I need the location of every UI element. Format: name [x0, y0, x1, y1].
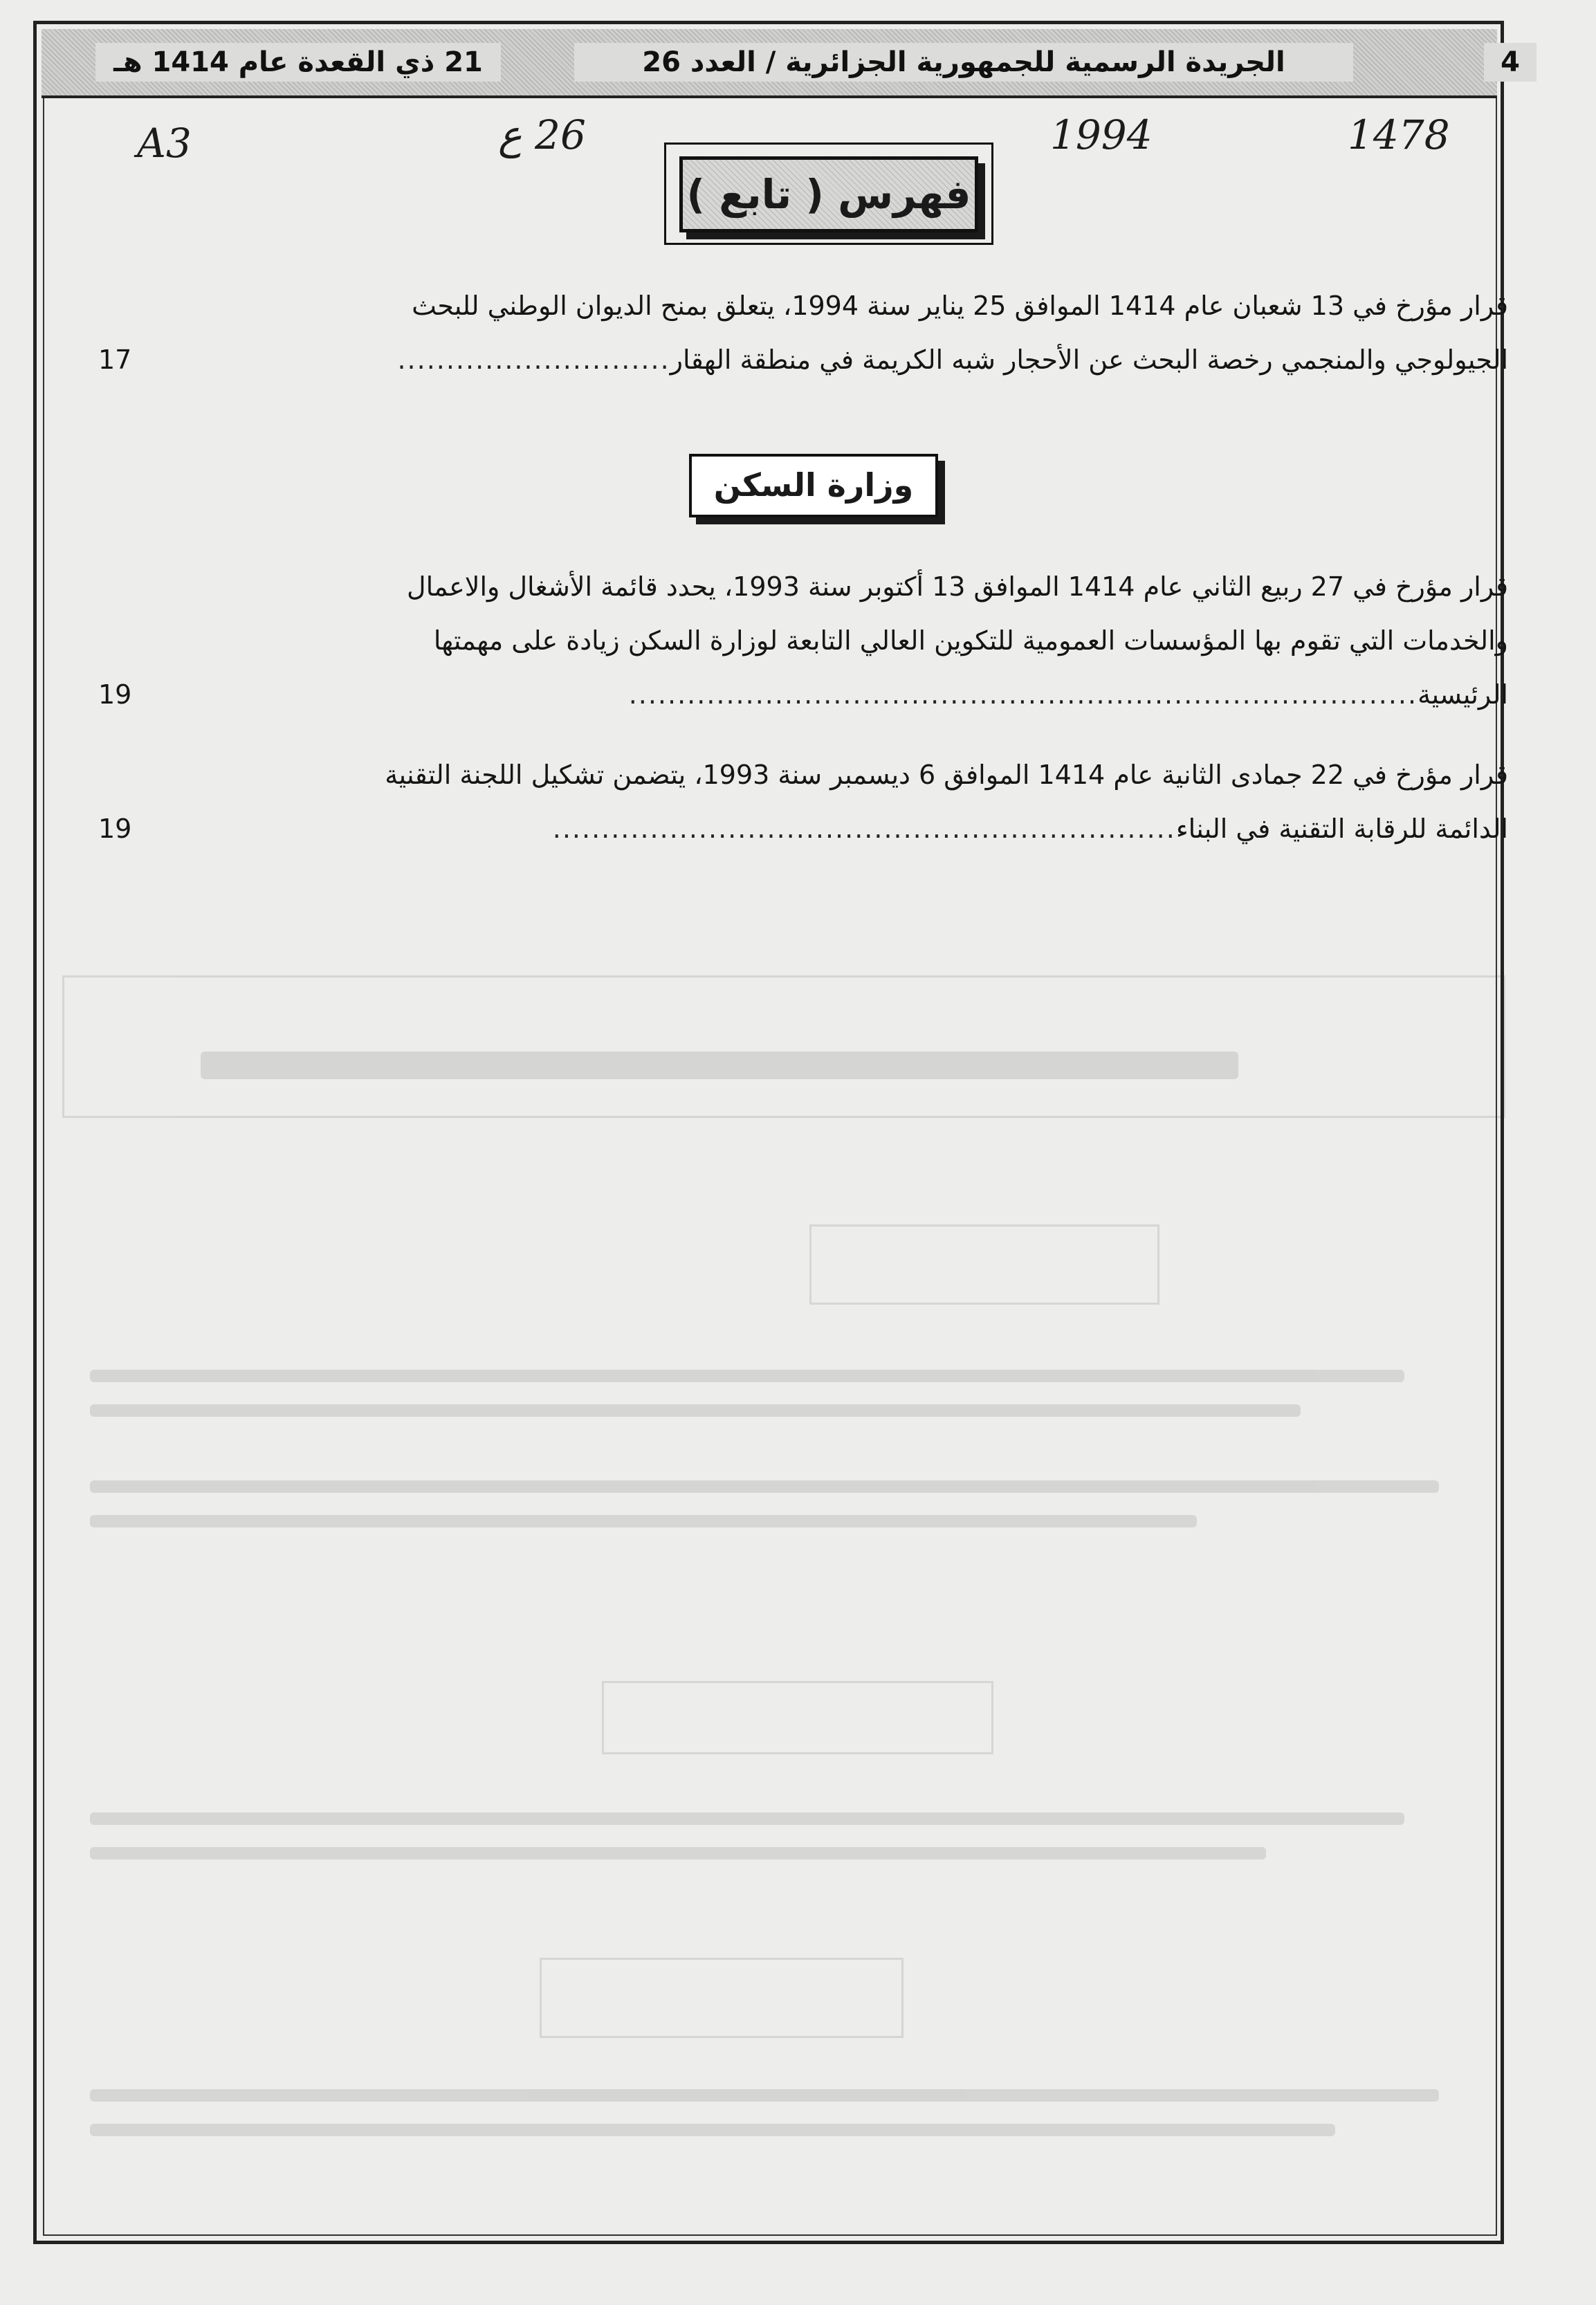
entry-page-number: 17 — [98, 345, 132, 375]
handwritten-year: 1994 — [1050, 111, 1153, 158]
entry-line: والخدمات التي تقوم بها المؤسسات العمومية للتكوين العالي التابعة لوزارة السكن زيادة على مهمتها — [433, 625, 1508, 656]
index-title: فهرس ( تابع ) — [679, 156, 978, 232]
entry-page-number: 19 — [98, 679, 132, 710]
handwritten-reference-number: 1478 — [1348, 111, 1450, 158]
journal-title: الجريدة الرسمية للجمهورية الجزائرية / العدد 26 — [574, 43, 1353, 82]
entry-line-last — [629, 677, 1508, 713]
handwritten-mark-a3: A3 — [137, 120, 192, 167]
index-entry — [91, 566, 1508, 725]
index-entry — [91, 285, 1508, 389]
index-entry — [91, 754, 1508, 858]
entry-line: قرار مؤرخ في 22 جمادى الثانية عام 1414 الموافق 6 ديسمبر سنة 1993، يتضمن تشكيل اللجنة التقنية — [385, 760, 1508, 790]
leader-dots: ................................................................ — [552, 814, 1176, 844]
entry-text: الدائمة للرقابة التقنية في البناء — [1175, 814, 1508, 844]
entry-text: الرئيسية — [1418, 679, 1508, 710]
leader-dots: ............................ — [397, 345, 670, 375]
entry-page-number: 19 — [98, 814, 132, 844]
entry-text: الجيولوجي والمنجمي رخصة البحث عن الأحجار شبه الكريمة في منطقة الهقار — [670, 345, 1508, 375]
page-number: 4 — [1484, 43, 1537, 82]
handwritten-issue-number: 26 ع — [498, 111, 586, 158]
leader-dots: ................................................................................. — [628, 679, 1418, 710]
hijri-date: 21 ذي القعدة عام 1414 هـ — [95, 43, 501, 82]
entry-line: قرار مؤرخ في 13 شعبان عام 1414 الموافق 25 يناير سنة 1994، يتعلق بمنح الديوان الوطني للبحث — [412, 291, 1508, 321]
entry-line-last — [397, 342, 1508, 378]
running-header — [42, 29, 1520, 98]
entry-line-last — [553, 811, 1508, 847]
entry-line: قرار مؤرخ في 27 ربيع الثاني عام 1414 الموافق 13 أكتوبر سنة 1993، يحدد قائمة الأشغال والاعمال — [406, 571, 1508, 602]
section-title-ministry-of-housing: وزارة السكن — [689, 454, 938, 517]
